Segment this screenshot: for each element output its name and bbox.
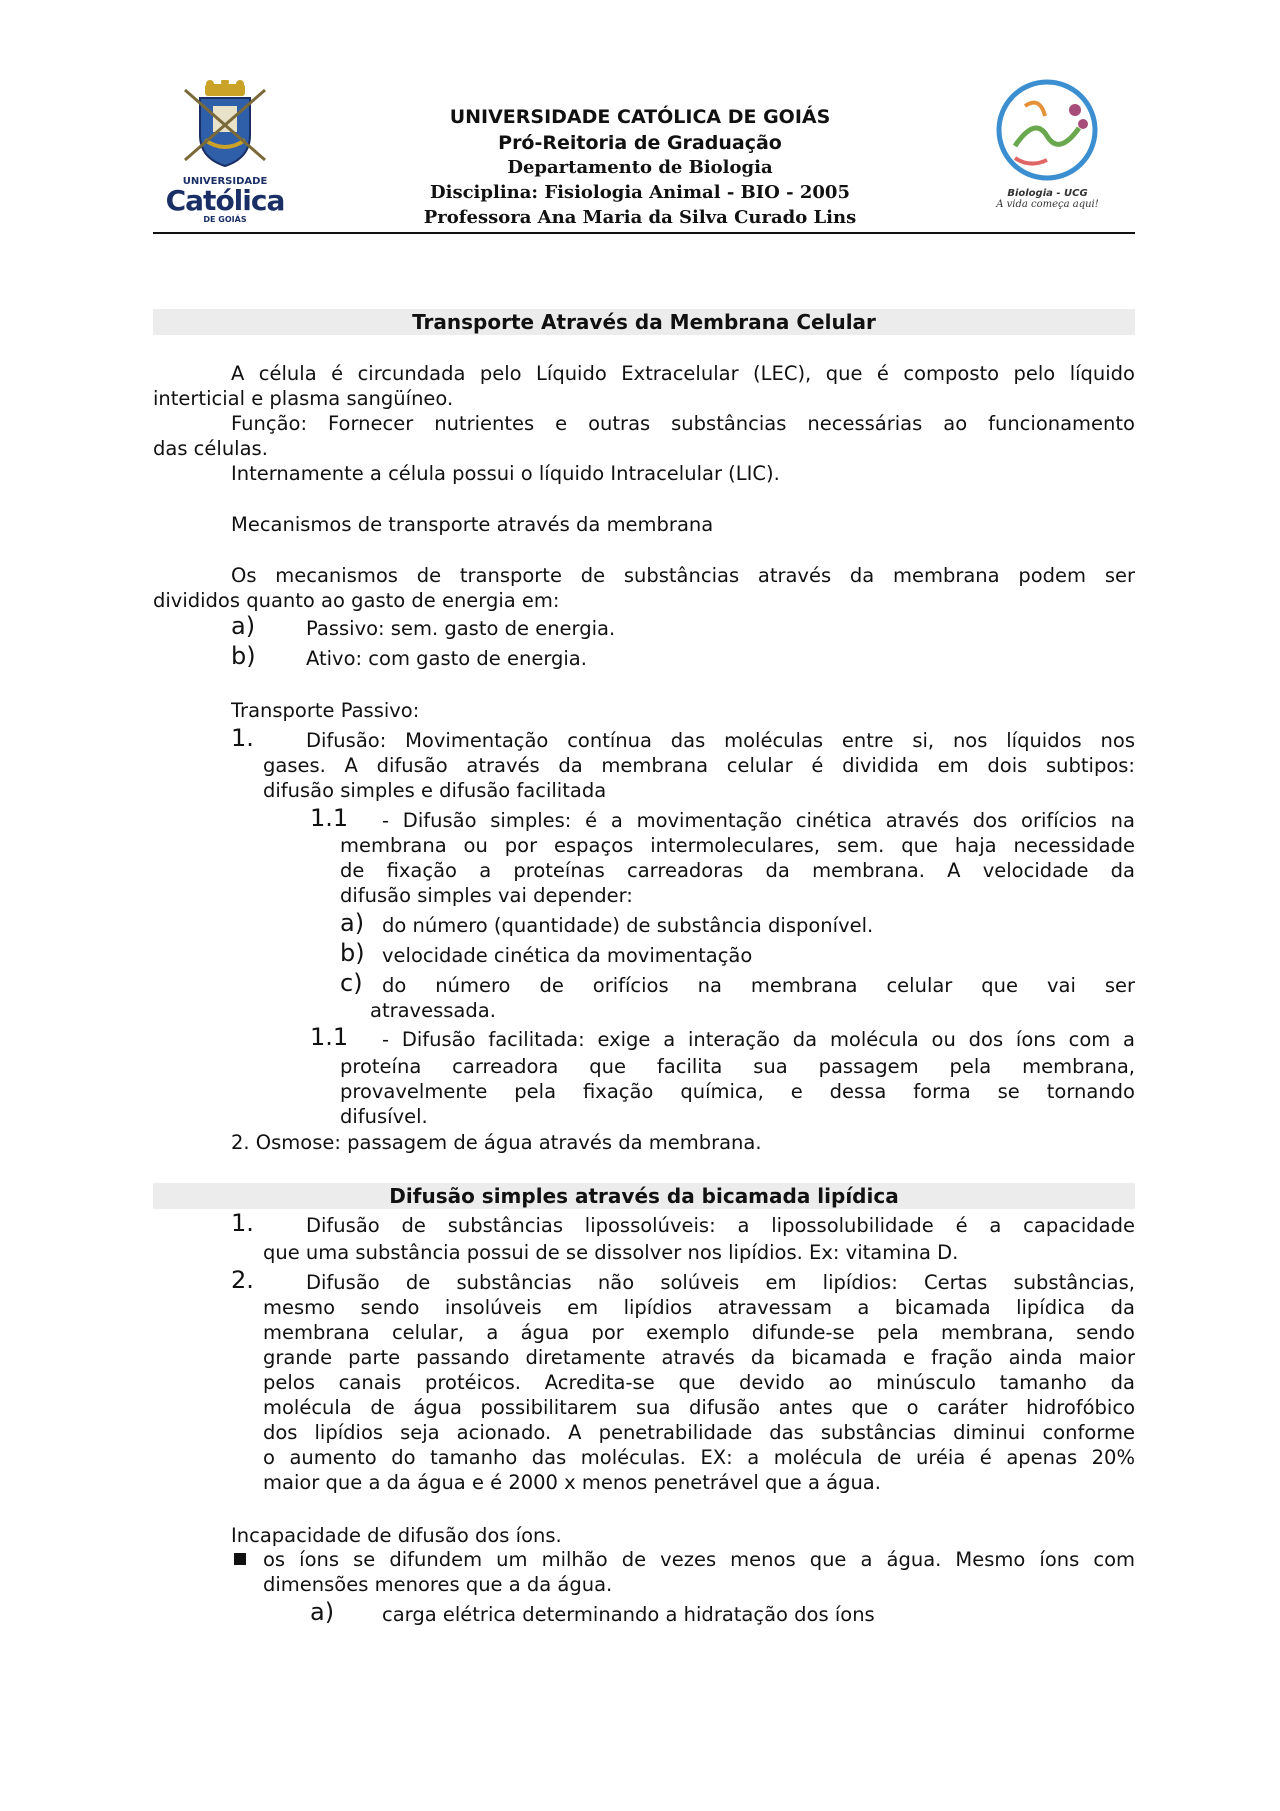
- logo-left-line2: Católica: [165, 184, 285, 217]
- s2-item2-line9: maior que a da água e é 2000 x menos penetrável que a água.: [263, 1471, 881, 1494]
- logo-left-line1: UNIVERSIDADE: [182, 176, 268, 187]
- list-b-text: Ativo: com gasto de energia.: [306, 647, 587, 670]
- p5-line1: Os mecanismos de transporte de substâncias através da membrana podem ser: [231, 564, 1135, 587]
- passive-heading: Transporte Passivo:: [231, 699, 420, 722]
- ucg-logo: [155, 80, 295, 224]
- ba-marker: a): [310, 1598, 335, 1626]
- ions-heading: Incapacidade de difusão dos íons.: [231, 1524, 562, 1547]
- s2-item2-line3: membrana celular, a água por exemplo difunde-se pela membrana, sendo: [263, 1321, 1135, 1344]
- square-bullet-icon: [234, 1553, 246, 1565]
- s2-item2-line5: pelos canais protéicos. Acredita-se que devido ao minúsculo tamanho da: [263, 1371, 1135, 1394]
- sub1-line4: difusão simples vai depender:: [340, 884, 633, 907]
- sub1-line3: de fixação a proteínas carreadoras da membrana. A velocidade da: [340, 859, 1135, 882]
- p1-line2: interticial e plasma sangüíneo.: [153, 387, 454, 410]
- sub2-line1: - Difusão facilitada: exige a interação da molécula ou dos íons com a: [382, 1028, 1135, 1051]
- section2-title: Difusão simples através da bicamada lipídica: [153, 1183, 1135, 1209]
- sub2-marker: 1.1: [310, 1023, 349, 1051]
- s2-item1-marker: 1.: [231, 1209, 254, 1237]
- logo-left-line3: DE GOIÁS: [203, 215, 247, 224]
- sub2-line4: difusível.: [340, 1105, 428, 1128]
- p2-line2: das células.: [153, 437, 268, 460]
- s2-item2-line6: molécula de água possibilitarem sua difusão antes que o caráter hidrofóbico: [263, 1396, 1135, 1419]
- sub2-line3: provavelmente pela fixação química, e dessa forma se tornando: [340, 1080, 1135, 1103]
- biology-emblem-icon: [985, 76, 1110, 184]
- sc-marker: c): [340, 969, 363, 997]
- sub1-line1: - Difusão simples: é a movimentação cinética através dos orifícios na: [382, 809, 1135, 832]
- list-a-marker: a): [231, 612, 256, 640]
- department-name: Departamento de Biologia: [507, 157, 773, 178]
- p5-line2: divididos quanto ao gasto de energia em:: [153, 589, 560, 612]
- s2-item2-marker: 2.: [231, 1266, 254, 1294]
- item2: 2. Osmose: passagem de água através da membrana.: [231, 1131, 762, 1154]
- item1-marker: 1.: [231, 724, 254, 752]
- professor-name: Professora Ana Maria da Silva Curado Lins: [423, 207, 857, 228]
- p2-line1: Função: Fornecer nutrientes e outras substâncias necessárias ao funcionamento: [231, 412, 1135, 435]
- list-b-marker: b): [231, 642, 256, 670]
- p4: Mecanismos de transporte através da membrana: [231, 513, 714, 536]
- s2-item2-line2: mesmo sendo insolúveis em lipídios atravessam a bicamada lipídica da: [263, 1296, 1135, 1319]
- logo-right-line2: A vida começa aqui!: [996, 199, 1099, 210]
- p1-line1: A célula é circundada pelo Líquido Extracelular (LEC), que é composto pelo líquido: [231, 362, 1135, 385]
- item1-line2: gases. A difusão através da membrana celular é dividida em dois subtipos:: [263, 754, 1135, 777]
- s2-item2-line7: dos lipídios seja acionado. A penetrabilidade das substâncias diminui conforme: [263, 1421, 1135, 1444]
- prorectory-name: Pró-Reitoria de Graduação: [498, 132, 782, 154]
- header-rule: [153, 232, 1135, 234]
- sub1-line2: membrana ou por espaços intermoleculares, sem. que haja necessidade: [340, 834, 1135, 857]
- s2-item1-line2: que uma substância possui de se dissolver nos lipídios. Ex: vitamina D.: [263, 1241, 959, 1264]
- sc-line2: atravessada.: [370, 999, 496, 1022]
- item1-line1: Difusão: Movimentação contínua das moléculas entre si, nos líquidos nos: [306, 729, 1135, 752]
- discipline-name: Disciplina: Fisiologia Animal - BIO - 2005: [430, 182, 850, 203]
- ba-text: carga elétrica determinando a hidratação dos íons: [382, 1603, 875, 1626]
- bullet-line2: dimensões menores que a da água.: [263, 1573, 613, 1596]
- sb-marker: b): [340, 939, 365, 967]
- sub2-line2: proteína carreadora que facilita sua passagem pela membrana,: [340, 1055, 1135, 1078]
- list-a-text: Passivo: sem. gasto de energia.: [306, 617, 616, 640]
- sc-line1: do número de orifícios na membrana celular que vai ser: [382, 974, 1135, 997]
- sub1-marker: 1.1: [310, 804, 349, 832]
- university-name: UNIVERSIDADE CATÓLICA DE GOIÁS: [449, 106, 831, 128]
- sb-text: velocidade cinética da movimentação: [382, 944, 753, 967]
- section1-title: Transporte Através da Membrana Celular: [153, 309, 1135, 335]
- s2-item2-line8: o aumento do tamanho das moléculas. EX: a molécula de uréia é apenas 20%: [263, 1446, 1135, 1469]
- biology-logo: [985, 76, 1110, 216]
- sa-text: do número (quantidade) de substância disponível.: [382, 914, 874, 937]
- s2-item2-line1: Difusão de substâncias não solúveis em lipídios: Certas substâncias,: [306, 1271, 1135, 1294]
- p3: Internamente a célula possui o líquido Intracelular (LIC).: [231, 462, 780, 485]
- bullet-line1: os íons se difundem um milhão de vezes menos que a água. Mesmo íons com: [263, 1548, 1135, 1571]
- logo-right-line1: Biologia - UCG: [1007, 188, 1088, 199]
- s2-item2-line4: grande parte passando diretamente através da bicamada e fração ainda maior: [263, 1346, 1135, 1369]
- ucg-crest-icon: [155, 80, 295, 172]
- s2-item1-line1: Difusão de substâncias lipossolúveis: a lipossolubilidade é a capacidade: [306, 1214, 1135, 1237]
- item1-line3: difusão simples e difusão facilitada: [263, 779, 607, 802]
- sa-marker: a): [340, 909, 365, 937]
